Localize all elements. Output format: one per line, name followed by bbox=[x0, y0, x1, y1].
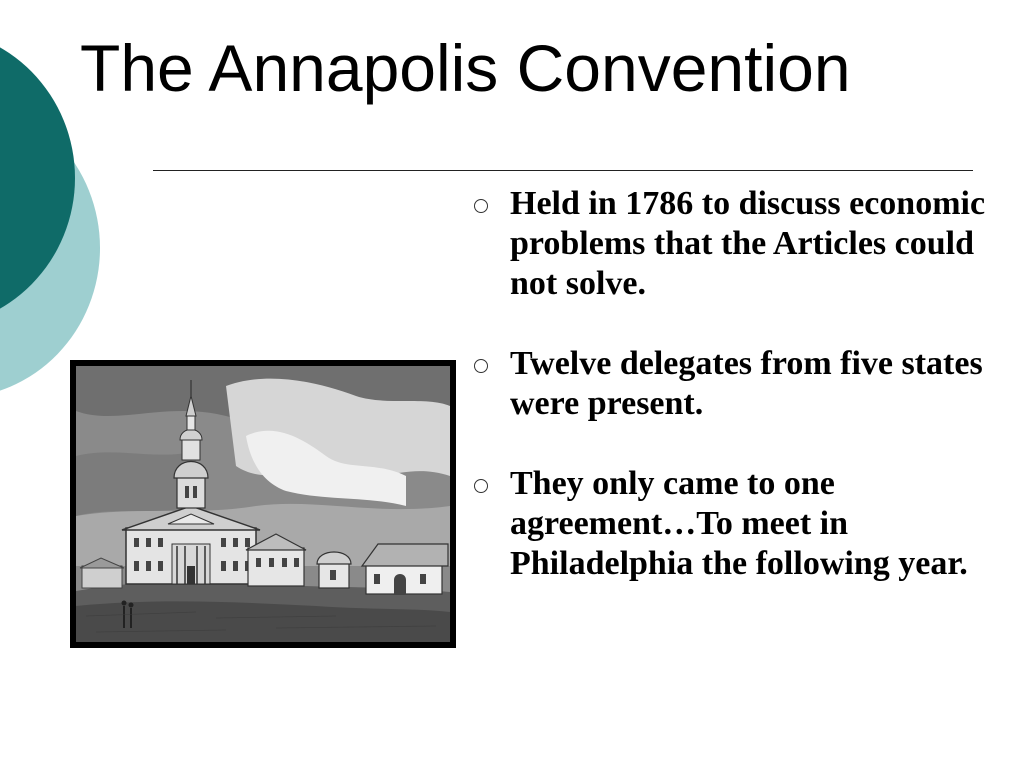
hollow-circle-bullet-icon bbox=[474, 479, 488, 493]
bullet-text: They only came to one agreement…To meet in Philadelphia the following year. bbox=[510, 465, 968, 582]
title-divider bbox=[153, 170, 973, 171]
bullet-item bbox=[470, 464, 1000, 584]
bullet-text: Held in 1786 to discuss economic problems that the Articles could not solve. bbox=[510, 185, 986, 302]
slide-title: The Annapolis Convention bbox=[80, 31, 851, 105]
bullet-text: Twelve delegates from five states were present. bbox=[510, 345, 983, 422]
bullet-item bbox=[470, 184, 1000, 304]
bullet-item bbox=[470, 344, 1000, 424]
hollow-circle-bullet-icon bbox=[474, 359, 488, 373]
state-house-engraving bbox=[70, 360, 456, 648]
bullet-list bbox=[470, 184, 1000, 624]
hollow-circle-bullet-icon bbox=[474, 199, 488, 213]
